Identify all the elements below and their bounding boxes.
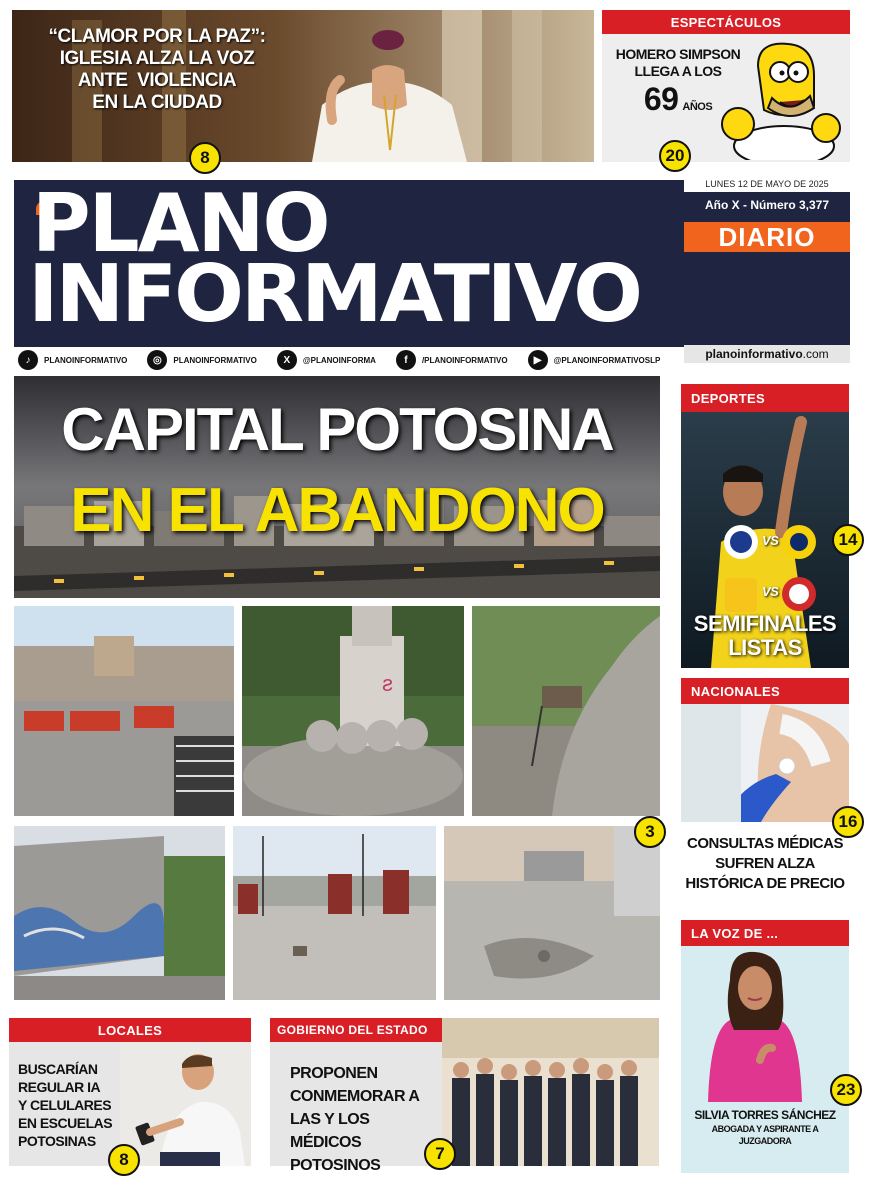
church-headline[interactable]	[22, 26, 292, 114]
locales-line3: Y CELULARES	[18, 1097, 112, 1113]
social-facebook-handle: /PLANOINFORMATIVO	[421, 355, 508, 365]
homer-illustration	[718, 36, 846, 160]
masthead-issue: Año X - Número 3,377	[704, 198, 830, 212]
broken-sidewalk-photo[interactable]	[444, 826, 660, 1000]
nacionales-line2: SUFREN ALZA	[715, 855, 815, 872]
nacionales-headline[interactable]	[681, 834, 849, 894]
deportes-line1: SEMIFINALES	[693, 611, 837, 636]
page-badge-la-voz: 23	[830, 1074, 862, 1106]
page-badge-main: 3	[634, 816, 666, 848]
homer-age-number: 69	[643, 81, 679, 117]
plaza-fence-photo[interactable]	[233, 826, 436, 1000]
page-badge-locales: 8	[108, 1144, 140, 1176]
section-deportes: DEPORTES	[681, 384, 849, 412]
locales-line5: POTOSINAS	[18, 1133, 96, 1149]
church-headline-line2: IGLESIA ALZA LA VOZ	[59, 48, 255, 69]
social-instagram-handle: PLANOINFORMATIVO	[173, 355, 257, 365]
deportes-vs1: VS	[762, 533, 779, 548]
website-link[interactable]	[684, 345, 850, 363]
masthead-date: LUNES 12 DE MAYO DE 2025	[684, 176, 850, 192]
gobierno-line4: POTOSINOS	[290, 1157, 381, 1174]
tree-trunk-photo[interactable]	[472, 606, 660, 816]
social-x-handle: @PLANOINFORMA	[302, 355, 376, 365]
page-badge-gobierno: 7	[424, 1138, 456, 1170]
monument-graffiti-photo[interactable]	[242, 606, 464, 816]
nacionales-line1: CONSULTAS MÉDICAS	[687, 835, 843, 852]
church-headline-line1: “CLAMOR POR LA PAZ”:	[48, 26, 266, 47]
page-badge-deportes: 14	[832, 524, 864, 556]
locales-line1: BUSCARÍAN	[18, 1061, 98, 1077]
facebook-icon: f	[396, 350, 416, 370]
section-nacionales: NACIONALES	[681, 678, 849, 704]
social-bar	[18, 350, 678, 370]
gobierno-group-photo[interactable]	[442, 1018, 659, 1166]
silvia-portrait[interactable]	[700, 950, 810, 1102]
website-bold: planoinformativo	[705, 347, 803, 361]
section-gobierno: GOBIERNO DEL ESTADO	[270, 1018, 442, 1042]
nacionales-line3: HISTÓRICA DE PRECIO	[685, 875, 845, 892]
instagram-icon: ◎	[147, 350, 167, 370]
homer-age-unit: AÑOS	[682, 101, 713, 113]
masthead-title-line2: INFORMATIVO	[28, 248, 640, 340]
main-headline-line2[interactable]: EN EL ABANDONO	[70, 476, 604, 545]
locales-photo-boy[interactable]	[120, 1042, 251, 1166]
locales-headline[interactable]	[18, 1060, 126, 1150]
homer-line2: LLEGA A LOS	[634, 63, 722, 79]
deportes-line2: LISTAS	[728, 635, 802, 660]
deportes-vs2: VS	[762, 584, 779, 599]
svg-text:ƨ: ƨ	[382, 671, 393, 696]
la-voz-role-line2: JUZGADORA	[738, 1136, 792, 1146]
section-locales: LOCALES	[9, 1018, 251, 1042]
la-voz-caption[interactable]	[681, 1108, 849, 1147]
tiktok-icon: ♪	[18, 350, 38, 370]
locales-line2: REGULAR IA	[18, 1079, 101, 1095]
social-youtube-handle: @PLANOINFORMATIVOSLP	[553, 355, 661, 365]
page-badge-church: 8	[189, 142, 221, 174]
section-la-voz: LA VOZ DE ...	[681, 920, 849, 946]
nacionales-photo[interactable]	[681, 704, 849, 822]
social-instagram[interactable]	[147, 350, 256, 370]
deportes-headline[interactable]	[681, 612, 849, 660]
la-voz-role-line1: ABOGADA Y ASPIRANTE A	[711, 1124, 819, 1134]
gobierno-line2: CONMEMORAR A	[290, 1088, 420, 1105]
street-barriers-photo[interactable]	[14, 606, 234, 816]
homer-line1: HOMERO SIMPSON	[615, 46, 741, 62]
social-youtube[interactable]	[528, 350, 661, 370]
page-badge-nacionales: 16	[832, 806, 864, 838]
social-facebook[interactable]	[396, 350, 508, 370]
gobierno-headline[interactable]	[290, 1062, 440, 1177]
section-espectaculos: ESPECTÁCULOS	[602, 10, 850, 34]
graffiti-bridge-photo[interactable]	[14, 826, 225, 1000]
church-headline-line4: EN LA CIUDAD	[92, 92, 222, 113]
locales-line4: EN ESCUELAS	[18, 1115, 113, 1131]
la-voz-name: SILVIA TORRES SÁNCHEZ	[694, 1108, 836, 1122]
youtube-icon: ▶	[528, 350, 548, 370]
social-tiktok-handle: PLANOINFORMATIVO	[44, 355, 128, 365]
website-tld: .com	[802, 347, 829, 361]
page-badge-homer: 20	[659, 140, 691, 172]
gobierno-line1: PROPONEN	[290, 1065, 378, 1082]
gobierno-line3: LAS Y LOS MÉDICOS	[290, 1111, 370, 1151]
x-icon: X	[277, 350, 297, 370]
main-headline-line1[interactable]: CAPITAL POTOSINA	[61, 396, 613, 463]
masthead-title-line1: PLANO	[32, 177, 329, 270]
social-tiktok[interactable]	[18, 350, 127, 370]
social-x[interactable]	[277, 350, 376, 370]
masthead-diario: DIARIO	[684, 222, 850, 252]
church-headline-line3: ANTE VIOLENCIA	[77, 70, 237, 91]
